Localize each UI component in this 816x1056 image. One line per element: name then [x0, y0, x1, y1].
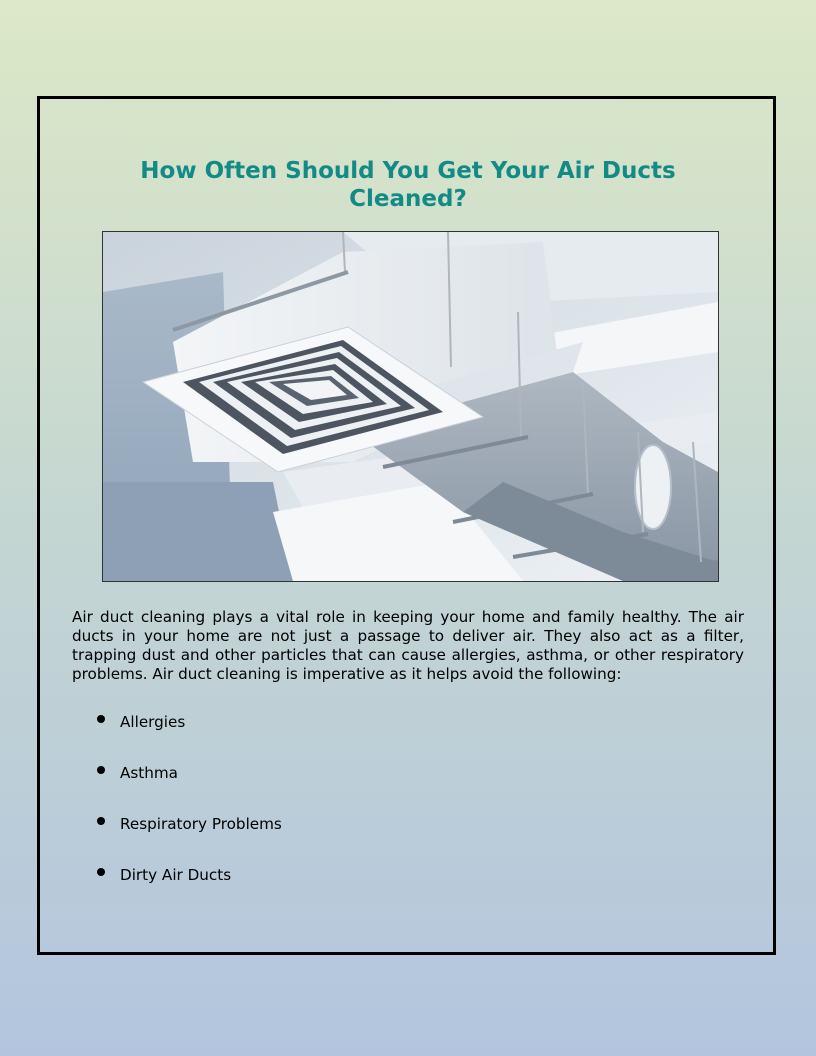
bullet-icon: [97, 766, 105, 774]
bullet-icon: [97, 817, 105, 825]
intro-paragraph: Air duct cleaning plays a vital role in keeping your home and family healthy. The air ducts in your home are not just a passage to deliver air. They also act as a filter, trapping dust and other particles that can cause allergies, asthma, or other respiratory problems. Air duct cleaning is imperative as it helps avoid the following:: [72, 608, 744, 683]
list-item-label: Respiratory Problems: [120, 815, 282, 833]
list-item-label: Asthma: [120, 764, 178, 782]
list-item-label: Dirty Air Ducts: [120, 866, 232, 884]
air-duct-photo: [102, 231, 719, 582]
page-title: How Often Should You Get Your Air Ducts Cleaned?: [140, 158, 676, 212]
bullet-icon: [97, 868, 105, 876]
bullet-icon: [97, 715, 105, 723]
list-item-label: Allergies: [120, 713, 186, 731]
